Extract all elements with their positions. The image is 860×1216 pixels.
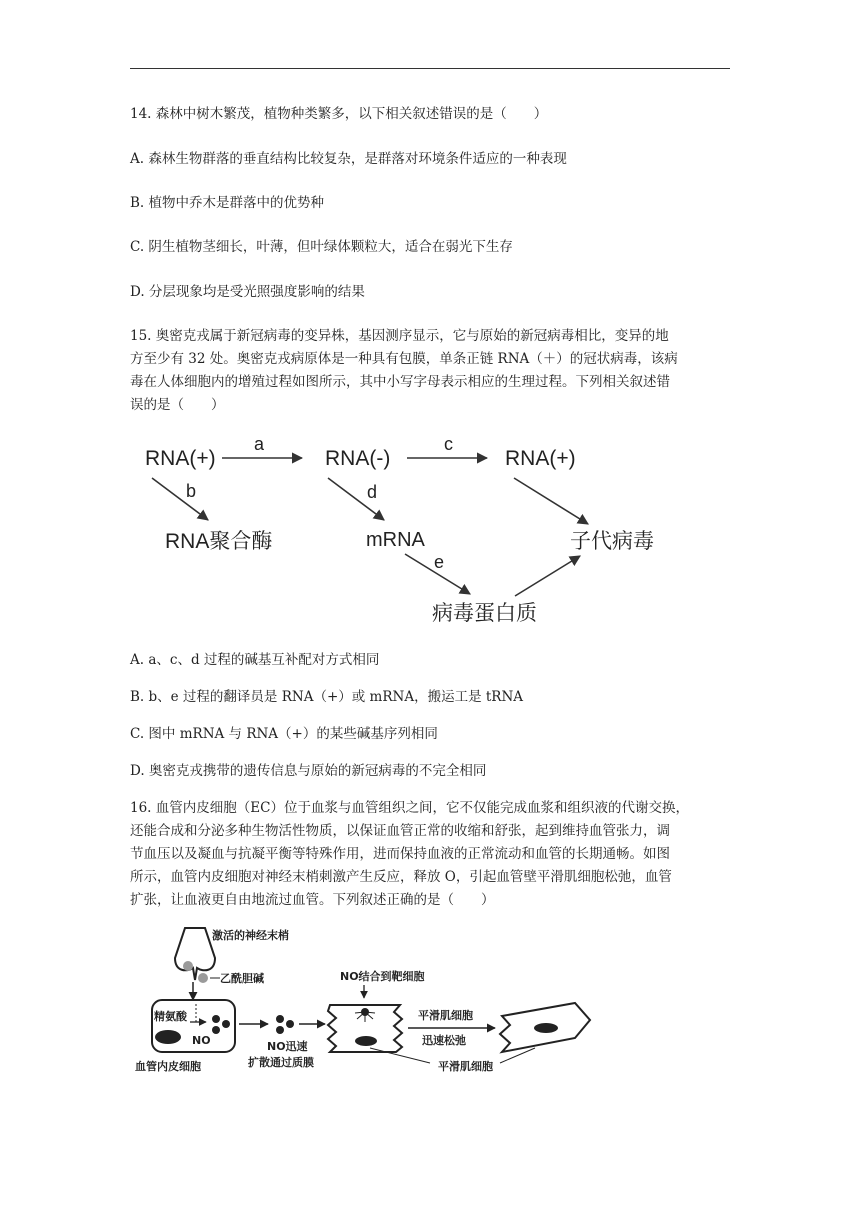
label-nerve-ending: 激活的神经末梢: [212, 929, 289, 942]
q15-stem: [130, 325, 730, 417]
header-rule: [130, 68, 730, 69]
node-rna-minus: RNA(-): [325, 447, 391, 470]
q16-stem-line: 扩张，让血液更自由地流过血管。下列叙述正确的是（ ）: [130, 892, 495, 908]
q14-option-a: A. 森林生物群落的垂直结构比较复杂，是群落对环境条件适应的一种表现: [130, 151, 567, 167]
no-molecule: [276, 1015, 284, 1023]
label-endothelial-cell: 血管内皮细胞: [135, 1060, 201, 1073]
node-virus-protein: 病毒蛋白质: [432, 602, 537, 625]
label-e: e: [434, 552, 445, 572]
q15-stem-line: 15. 奥密克戎属于新冠病毒的变异株，基因测序显示，它与原始的新冠病毒相比，变异的地: [130, 328, 669, 344]
q15-option-c: C. 图中 mRNA 与 RNA（+）的某些碱基序列相同: [130, 726, 438, 742]
q15-option-a: A. a、c、d 过程的碱基互补配对方式相同: [130, 652, 380, 668]
q14-option-d: D. 分层现象均是受光照强度影响的结果: [130, 284, 365, 300]
nerve-ending-shape: [175, 928, 215, 980]
no-molecule: [222, 1020, 230, 1028]
no-molecule: [212, 1015, 220, 1023]
acetylcholine-dot: [198, 973, 208, 983]
no-molecule: [212, 1026, 220, 1034]
endothelial-nucleus: [155, 1030, 181, 1044]
node-rna-plus-1: RNA(+): [145, 447, 216, 470]
label-smooth-muscle-cell: 平滑肌细胞: [438, 1060, 493, 1073]
node-rna-plus-2: RNA(+): [505, 447, 576, 470]
q16-stem-line: 还能合成和分泌多种生物活性物质，以保证血管正常的收缩和舒张，起到维持血管张力，调: [130, 823, 670, 839]
label-d: d: [367, 482, 378, 502]
node-mrna: mRNA: [366, 529, 425, 551]
label-no-diffuse-2: 扩散通过质膜: [248, 1056, 314, 1069]
arrow-b: [152, 478, 208, 520]
no-molecule: [286, 1020, 294, 1028]
virus-replication-diagram: [130, 428, 690, 633]
q14-option-b: B. 植物中乔木是群落中的优势种: [130, 195, 325, 211]
label-a: a: [254, 434, 265, 454]
q15-option-b: B. b、e 过程的翻译员是 RNA（+）或 mRNA，搬运工是 tRNA: [130, 689, 524, 705]
label-c: c: [444, 434, 453, 454]
arrow-rna-to-progeny: [514, 478, 588, 524]
q15-stem-line: 毒在人体细胞内的增殖过程如图所示，其中小写字母表示相应的生理过程。下列相关叙述错: [130, 374, 670, 390]
label-arginine: 精氨酸: [154, 1010, 187, 1023]
label-relax-1: 平滑肌细胞: [418, 1009, 473, 1022]
node-progeny-virus: 子代病毒: [570, 530, 654, 553]
no-molecule: [276, 1026, 284, 1034]
q15-stem-line: 误的是（ ）: [130, 397, 225, 413]
q14-stem: 14. 森林中树木繁茂，植物种类繁多，以下相关叙述错误的是（ ）: [130, 106, 548, 122]
no-signaling-diagram: [130, 920, 710, 1085]
label-no-binds-target: NO结合到靶细胞: [340, 970, 425, 983]
target-cell-nucleus: [355, 1036, 377, 1046]
q15-stem-line: 方至少有 32 处。奥密克戎病原体是一种具有包膜，单条正链 RNA（＋）的冠状病毒，该病: [130, 351, 678, 367]
acetylcholine-dot: [183, 961, 193, 971]
q16-stem: [130, 797, 730, 912]
q16-stem-line: 所示，血管内皮细胞对神经末梢刺激产生反应，释放 O，引起血管壁平滑肌细胞松弛，血管: [130, 869, 672, 885]
relaxed-cell-nucleus: [534, 1023, 558, 1033]
node-rna-polymerase: RNA聚合酶: [165, 530, 273, 553]
q16-stem-line: 节血压以及凝血与抗凝平衡等特殊作用，进而保持血液的正常流动和血管的长期通畅。如图: [130, 846, 670, 862]
q16-stem-line: 16. 血管内皮细胞（EC）位于血浆与血管组织之间，它不仅能完成血浆和组织液的代谢交换，: [130, 800, 689, 816]
q15-option-d: D. 奥密克戎携带的遗传信息与原始的新冠病毒的不完全相同: [130, 763, 487, 779]
label-no: NO: [192, 1034, 211, 1047]
label-acetylcholine: 乙酰胆碱: [220, 972, 264, 985]
label-relax-2: 迅速松弛: [422, 1034, 466, 1047]
label-no-diffuse-1: NO迅速: [267, 1040, 308, 1053]
label-b: b: [186, 481, 197, 501]
arrow-protein-to-progeny: [515, 556, 580, 596]
smooth-muscle-pointer-1: [370, 1048, 430, 1063]
q14-option-c: C. 阴生植物茎细长，叶薄，但叶绿体颗粒大，适合在弱光下生存: [130, 239, 513, 255]
